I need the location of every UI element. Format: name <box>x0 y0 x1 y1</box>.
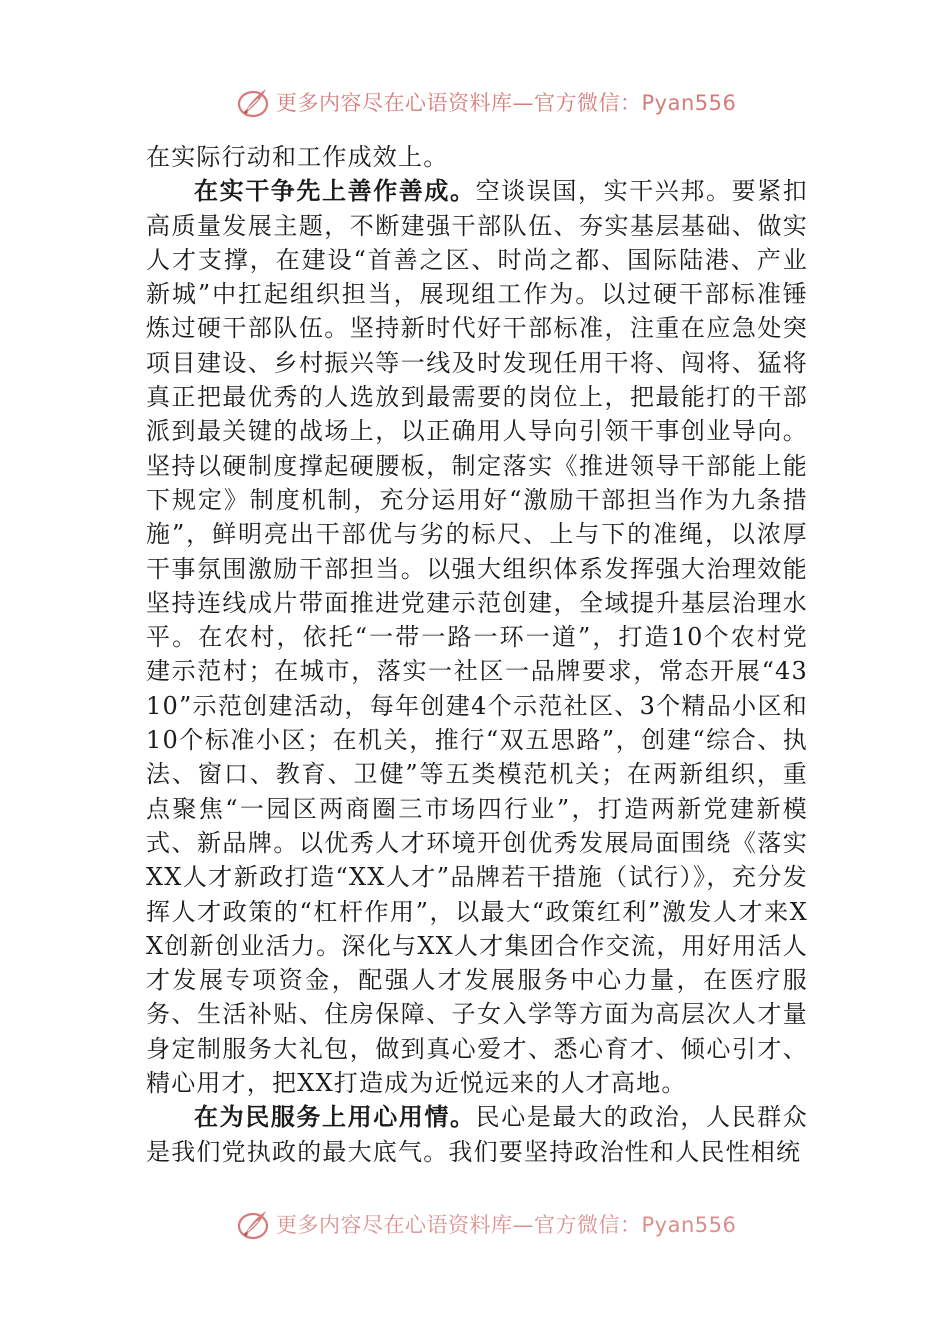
paragraph-text: 在实际行动和工作成效上。 <box>146 143 449 171</box>
paragraph-heading: 在实干争先上善作善成。 <box>194 176 476 206</box>
watermark-text: 更多内容尽在心语资料库—官方微信：Pyan556 <box>276 1213 737 1237</box>
quill-pen-logo-icon <box>236 1207 270 1241</box>
paragraph <box>146 140 808 174</box>
header-watermark <box>236 84 736 120</box>
paragraph <box>146 1100 808 1169</box>
footer-watermark <box>236 1206 736 1242</box>
paragraph-text: 空谈误国，实干兴邦。要紧扣高质量发展主题，不断建强干部队伍、夯实基层基础、做实人才支撑，在建设“首善之区、时尚之都、国际陆港、产业新城”中扛起组织担当，展现组工作为。以过硬干部标准锤炼过硬干部队伍。坚持新时代好干部标准，注重在应急处突项目建设、乡村振兴等一线及时发现任用干将、闯将、猛将真正把最优秀的人选放到最需要的岗位上，把最能打的干部派到最关键的战场上，以正确用人导向引领干事创业导向。坚持以硬制度撑起硬腰板，制定落实《推进领导干部能上能下规定》制度机制，充分运用好“激励干部担当作为九条措施”，鲜明亮出干部优与劣的标尺、上与下的准绳，以浓厚干事氛围激励干部担当。以强大组织体系发挥强大治理效能坚持连线成片带面推进党建示范创建，全域提升基层治理水平。在农村，依托“一带一路一环一道”，打造10个农村党建示范村；在城市，落实一社区一品牌要求，常态开展“4310”示范创建活动，每年创建4个示范社区、3个精品小区和10个标准小区；在机关，推行“双五思路”，创建“综合、执法、窗口、教育、卫健”等五类模范机关；在两新组织，重点聚焦“一园区两商圈三市场四行业”，打造两新党建新模式、新品牌。以优秀人才环境开创优秀发展局面围绕《落实XX人才新政打造“XX人才”品牌若干措施（试行）》，充分发挥人才政策的“杠杆作用”，以最大“政策红利”激发人才来XX创新创业活力。深化与XX人才集团合作交流，用好用活人才发展专项资金，配强人才发展服务中心力量，在医疗服务、生活补贴、住房保障、子女入学等方面为高层次人才量身定制服务大礼包，做到真心爱才、悉心育才、倾心引才、精心用才，把XX打造成为近悦远来的人才高地。 <box>146 177 808 1098</box>
paragraph <box>146 174 808 1100</box>
paragraph-text: 民心是最大的政治，人民群众是我们党执政的最大底气。我们要坚持政治性和人民性相统 <box>146 1103 808 1166</box>
watermark-text: 更多内容尽在心语资料库—官方微信：Pyan556 <box>276 91 737 115</box>
quill-pen-logo-icon <box>236 85 270 119</box>
document-body <box>146 140 808 1169</box>
paragraph-heading: 在为民服务上用心用情。 <box>194 1102 476 1132</box>
